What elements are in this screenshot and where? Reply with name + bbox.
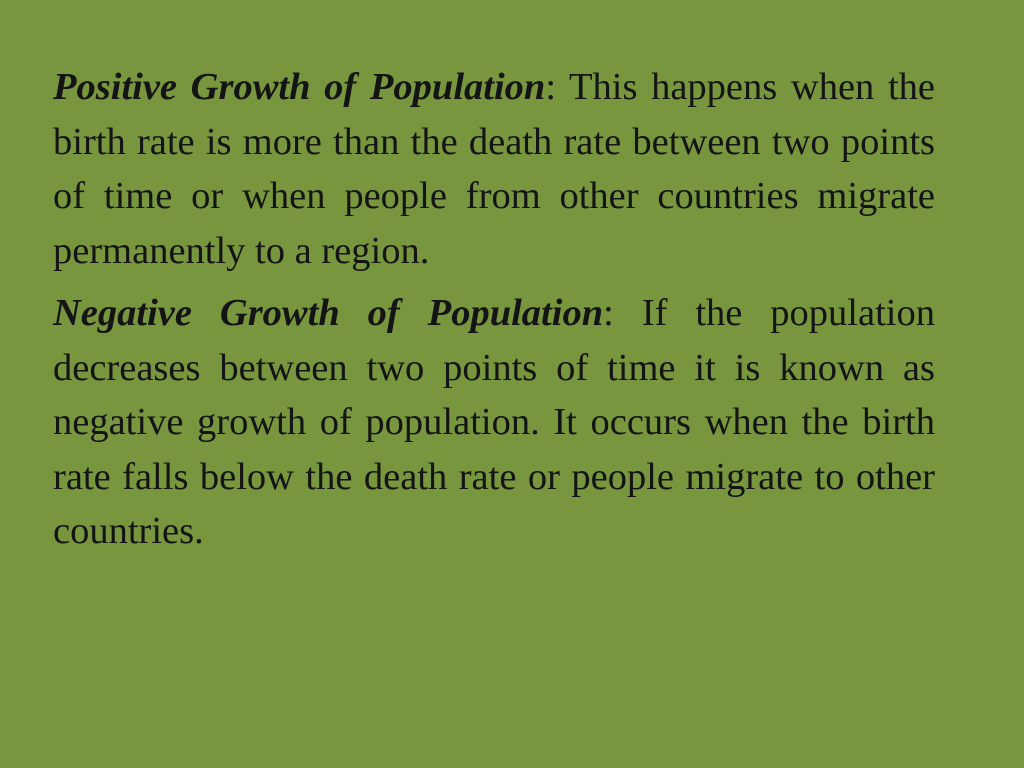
negative-growth-paragraph bbox=[53, 286, 935, 559]
negative-growth-term: Negative Growth of Population bbox=[53, 292, 604, 334]
negative-growth-separator: : bbox=[603, 292, 614, 334]
negative-growth-definition: If the population decreases between two points of time it is known as negative growth of population. It occurs when the birth rate falls below the death rate or people migrate to other countries. bbox=[53, 292, 935, 552]
positive-growth-term: Positive Growth of Population bbox=[53, 66, 546, 108]
positive-growth-paragraph bbox=[53, 60, 935, 278]
positive-growth-separator: : bbox=[545, 66, 557, 108]
positive-growth-definition: This happens when the birth rate is more than the death rate between two points of time or when people from other countries migrate permanently to a region. bbox=[53, 66, 936, 272]
slide-content bbox=[53, 60, 935, 567]
